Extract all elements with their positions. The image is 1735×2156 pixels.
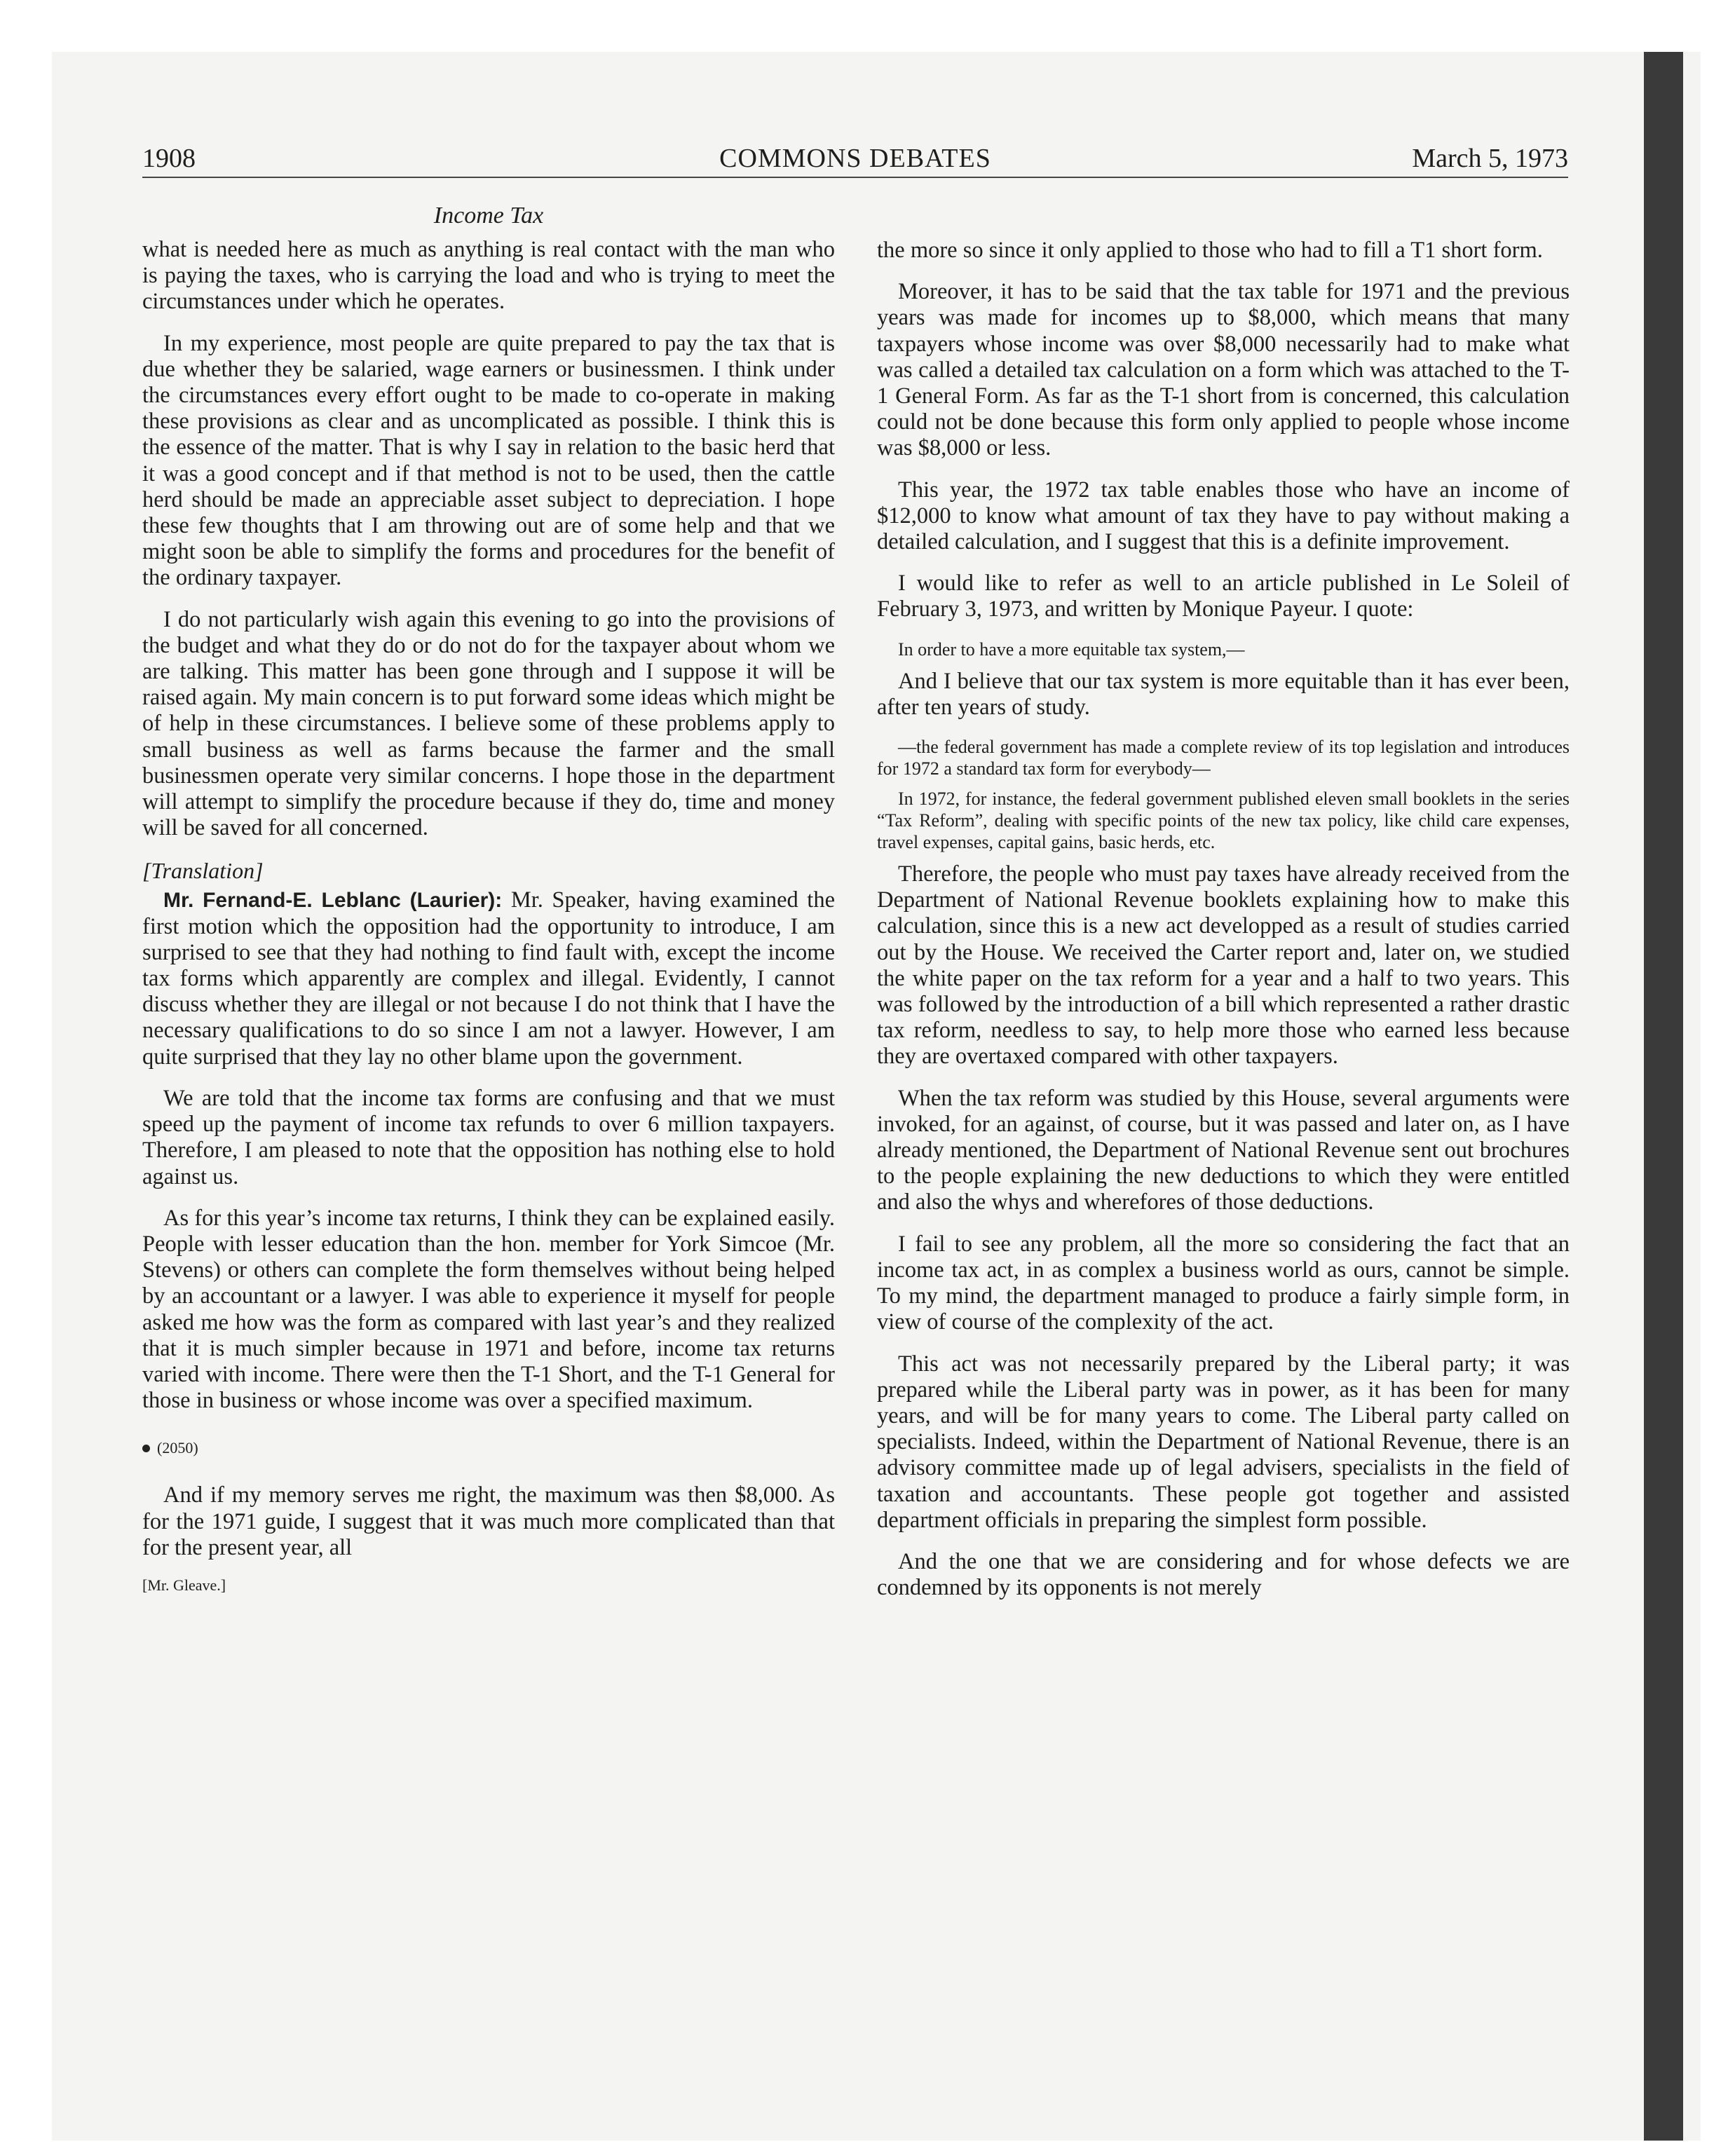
quotation: —the federal government has made a complete review of its top legislation and introduces for 1972 a standard tax form for everybody— bbox=[877, 737, 1570, 779]
quotation: In 1972, for instance, the federal government published eleven small booklets in the series “Tax Reform”, dealing with specific points of the new tax policy, like child care expenses, travel expenses, capital gains, basic herds, etc. bbox=[877, 789, 1570, 853]
speaker-name: Mr. Fernand-E. Leblanc (Laurier): bbox=[163, 889, 503, 913]
publication-date: March 5, 1973 bbox=[1412, 144, 1568, 173]
page-header bbox=[142, 142, 1568, 178]
paragraph: We are told that the income tax forms are confusing and that we must speed up the payment of income tax refunds to over 6 million taxpayers. Therefore, I am pleased to note that the opposition has nothing else to hold against us. bbox=[142, 1085, 835, 1189]
paragraph: the more so since it only applied to those who had to fill a T1 short form. bbox=[877, 238, 1543, 263]
paragraph: When the tax reform was studied by this House, several arguments were invoked, for an against, of course, but it was passed and later on, as I have already mentioned, the Department of National Revenue sent out brochures to the people explaining the new deductions to which they were entitled and also the whys and wherefores of those deductions. bbox=[877, 1085, 1570, 1215]
paragraph: what is needed here as much as anything is real contact with the man who is paying the taxes, who is carrying the load and who is trying to meet the circumstances under which he operates. bbox=[142, 237, 835, 315]
translation-tag: [Translation] bbox=[142, 858, 264, 884]
right-column bbox=[877, 238, 1570, 1616]
left-column bbox=[142, 199, 835, 1595]
paragraph: And if my memory serves me right, the maximum was then $8,000. As for the 1971 guide, I suggest that it was much more complicated than that for the present year, all bbox=[142, 1482, 835, 1560]
quotation: In order to have a more equitable tax system,— bbox=[898, 639, 1245, 660]
page-number: 1908 bbox=[142, 144, 196, 173]
paragraph: I fail to see any problem, all the more so considering the fact that an income tax act, in as complex a business world as ours, cannot be simple. To my mind, the department managed to produce a fairly simple form, in view of course of the complexity of the act. bbox=[877, 1231, 1570, 1335]
section-title: Income Tax bbox=[433, 203, 544, 228]
paragraph: In my experience, most people are quite prepared to pay the tax that is due whether they be salaried, wage earners or businessmen. I think under the circumstances every effort ought to be made to co-operate in making these provisions as clear and as uncomplicated as possible. I think this is the essence of the matter. That is why I say in relation to the basic herd that it was a good concept and if that method is not to be used, then the cattle herd should be made an appreciable asset subject to depreciation. I hope these few thoughts that I am throwing out are of some help and that we might soon be able to simplify the forms and procedures for the benefit of the ordinary taxpayer. bbox=[142, 330, 835, 591]
paragraph: And the one that we are considering and for whose defects we are condemned by its opponents is not merely bbox=[877, 1548, 1570, 1601]
time-marker-label: (2050) bbox=[157, 1439, 198, 1457]
paragraph: As for this year’s income tax returns, I think they can be explained easily. People with lesser education than the hon. member for York Simcoe (Mr. Stevens) or others can complete the form themselves without being helped by an accountant or a lawyer. I was able to experience it myself for people asked me how was the form as compared with last year’s and they realized that it is much simpler because in 1971 and before, income tax returns varied with income. There were then the T-1 Short, and the T-1 General for those in business or whose income was over a specified maximum. bbox=[142, 1205, 835, 1414]
paragraph: This act was not necessarily prepared by the Liberal party; it was prepared while the Liberal party was in power, as it has been for many years, and will be for many years to come. The Liberal party called on specialists. Indeed, within the Department of National Revenue, there is an advisory committee made up of legal advisers, specialists in the field of taxation and accountants. These people got together and assisted department officials in preparing the simplest form possible. bbox=[877, 1351, 1570, 1533]
paragraph: Moreover, it has to be said that the tax table for 1971 and the previous years was made for incomes up to $8,000, which means that many taxpayers whose income was over $8,000 necessarily had to make what was called a detailed tax calculation on a form which was attached to the T-1 General Form. As far as the T-1 short from is concerned, this calculation could not be done because this form only applied to people whose income was $8,000 or less. bbox=[877, 279, 1570, 461]
bullet-icon bbox=[142, 1445, 150, 1452]
paragraph: I would like to refer as well to an article published in Le Soleil of February 3, 1973, and written by Monique Payeur. I quote: bbox=[877, 571, 1570, 622]
paragraph: This year, the 1972 tax table enables those who have an income of $12,000 to know what amount of tax they have to pay without making a detailed calculation, and I suggest that this is a definite improvement. bbox=[877, 477, 1570, 555]
paragraph: And I believe that our tax system is more equitable than it has ever been, after ten years of study. bbox=[877, 668, 1570, 720]
paragraph: Therefore, the people who must pay taxes have already received from the Department of National Revenue booklets explaining how to make this calculation, since this is a new act developped as a result of studies carried out by the House. We received the Carter report and, later on, we studied the white paper on the tax reform for a year and a half to two years. This was followed by the introduction of a bill which represented a rather drastic tax reform, needless to say, to help more those who earned less because they are overtaxed compared with other taxpayers. bbox=[877, 861, 1570, 1070]
footer-note: [Mr. Gleave.] bbox=[142, 1576, 226, 1594]
scan-edge-shadow bbox=[1644, 52, 1683, 2141]
publication-title: COMMONS DEBATES bbox=[719, 144, 991, 173]
speaker-paragraph: Mr. Fernand-E. Leblanc (Laurier): Mr. Speaker, having examined the first motion which the opposition had the opportunity to introduce, I am surprised to see that they had nothing to find fault with, except the income tax forms which apparently are complex and illegal. Evidently, I cannot discuss whether they are illegal or not because I do not think that I have the necessary qualifications to do so since I am not a lawyer. However, I am quite surprised that they lay no other blame upon the government. bbox=[142, 887, 835, 1070]
paragraph: I do not particularly wish again this evening to go into the provisions of the budget and what they do or do not do for the taxpayer about whom we are talking. This matter has been gone through and I suppose it will be raised again. My main concern is to put forward some ideas which might be of help in these circumstances. I believe some of these problems apply to small business as well as farms because the farmer and the small businessmen operate very similar concerns. I hope those in the department will attempt to simplify the procedure because if they do, time and money will be saved for all concerned. bbox=[142, 606, 835, 841]
time-marker bbox=[142, 1439, 835, 1457]
